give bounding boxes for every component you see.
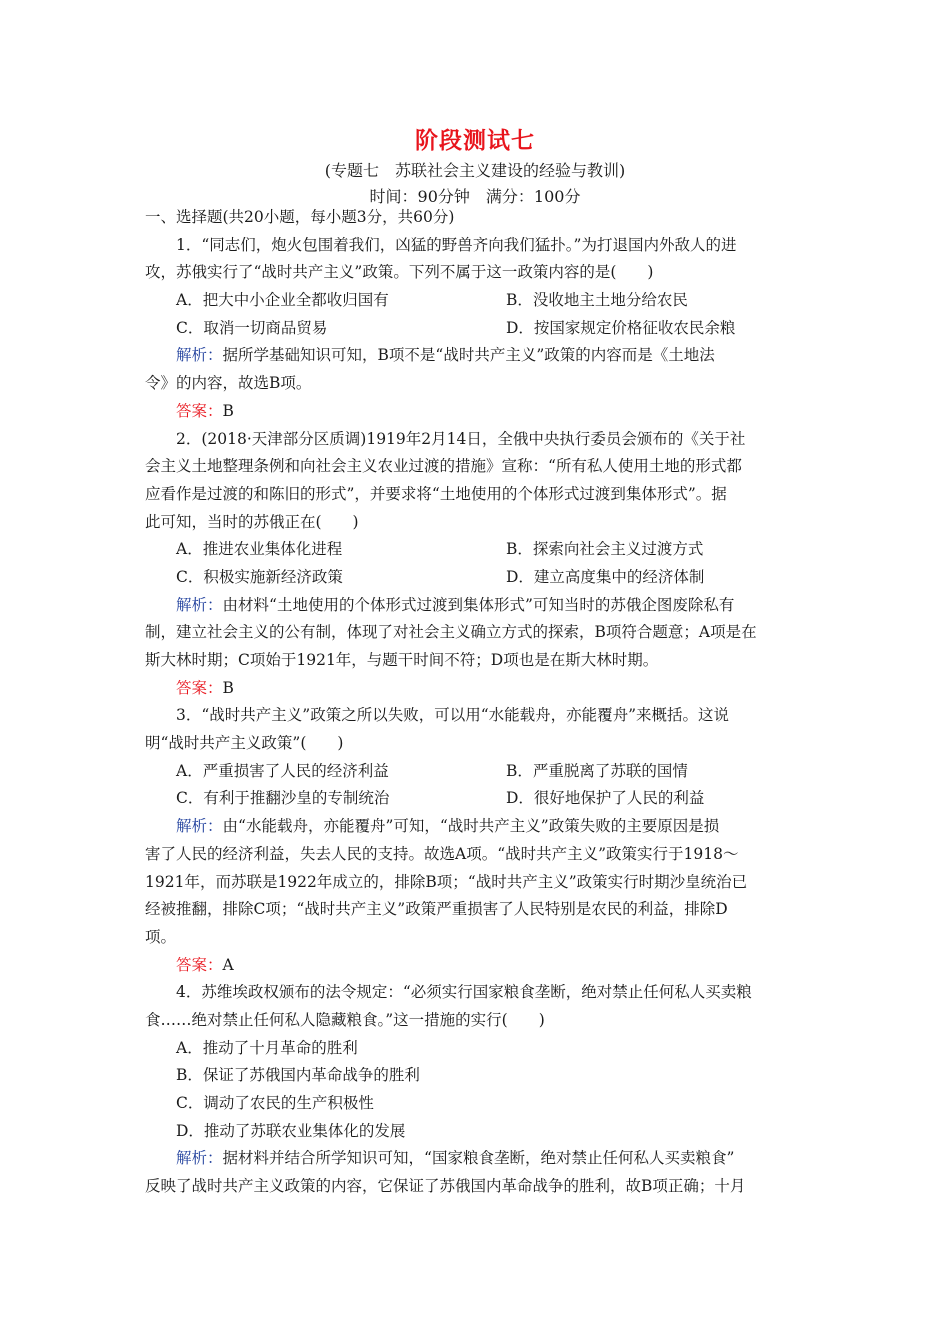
option-b: B．严重脱离了苏联的国情 [506,761,688,780]
question-1-explanation: 解析：据所学基础知识可知，B项不是“战时共产主义”政策的内容而是《土地法 [176,346,715,365]
option-d: D．建立高度集中的经济体制 [506,567,705,586]
question-3-answer: 答案：A [176,955,234,974]
question-2-explanation-cont: 制，建立社会主义的公有制，体现了对社会主义确立方式的探索，B项符合题意；A项是在 [145,623,757,642]
option-d: D．很好地保护了人民的利益 [506,789,705,808]
option-a: A．严重损害了人民的经济利益 [176,761,389,780]
question-2-text: 2．(2018·天津部分区质调)1919年2月14日，全俄中央执行委员会颁布的《关于社 [176,429,746,448]
question-1-options-ab [145,287,807,315]
option-d: D．推动了苏联农业集体化的发展 [176,1121,406,1140]
question-3-explanation-cont: 害了人民的经济利益，失去人民的支持。故选A项。“战时共产主义”政策实行于1918～ [145,844,739,863]
answer-label: 答案： [176,401,223,420]
question-3-options-cd [145,785,807,813]
question-3-explanation-cont: 经被推翻，排除C项；“战时共产主义”政策严重损害了人民特别是农民的利益，排除D [145,900,728,919]
question-2-explanation-cont: 斯大林时期；C项始于1921年，与题干时间不符；D项也是在斯大林时期。 [145,651,659,669]
question-2-text-cont: 此可知，当时的苏俄正在( ) [145,512,359,531]
question-4-text-cont: 食……绝对禁止任何私人隐藏粮食。”这一措施的实行( ) [145,1010,545,1029]
question-1-text-cont: 攻，苏俄实行了“战时共产主义”政策。下列不属于这一政策内容的是( ) [145,263,654,282]
option-b: B．没收地主土地分给农民 [506,291,688,310]
question-3-explanation: 解析：由“水能载舟，亦能覆舟”可知，“战时共产主义”政策失败的主要原因是损 [176,817,720,836]
explanation-label: 解析： [176,595,223,614]
question-2-options-ab [145,536,807,564]
question-4-explanation: 解析：据材料并结合所学知识可知，“国家粮食垄断，绝对禁止任何私人买卖粮食” [176,1149,735,1168]
question-2-options-cd [145,564,807,592]
question-3-explanation-cont: 项。 [145,927,177,946]
option-c: C．调动了农民的生产积极性 [176,1094,374,1112]
option-b: B．探索向社会主义过渡方式 [506,540,704,559]
section-heading: 一、选择题(共20小题，每小题3分，共60分) [145,208,455,226]
question-4-explanation-cont: 反映了战时共产主义政策的内容，它保证了苏俄国内革命战争的胜利，故B项正确；十月 [145,1177,746,1196]
option-c: C．有利于推翻沙皇的专制统治 [176,789,390,808]
question-2-text-cont: 应看作是过渡的和陈旧的形式”，并要求将“土地使用的个体形式过渡到集体形式”。据 [145,484,727,503]
option-a: A．把大中小企业全都收归国有 [176,291,389,310]
option-b: B．保证了苏俄国内革命战争的胜利 [176,1066,420,1085]
question-4-text: 4．苏维埃政权颁布的法令规定：“必须实行国家粮食垄断，绝对禁止任何私人买卖粮 [176,983,752,1002]
explanation-label: 解析： [176,1149,223,1168]
question-1-options-cd [145,315,807,343]
question-content [145,204,807,1201]
option-a: A．推进农业集体化进程 [176,540,343,559]
question-1-text: 1．“同志们，炮火包围着我们，凶猛的野兽齐向我们猛扑。”为打退国内外敌人的进 [176,235,737,254]
explanation-label: 解析： [176,346,223,365]
question-3-options-ab [145,758,807,786]
question-1-answer: 答案：B [176,401,234,420]
option-c: C．积极实施新经济政策 [176,567,343,586]
question-3-explanation-cont: 1921年，而苏联是1922年成立的，排除B项；“战时共产主义”政策实行时期沙皇统治已 [145,872,748,891]
answer-label: 答案： [176,678,223,697]
question-1-explanation-cont: 令》的内容，故选B项。 [145,374,312,393]
option-d: D．按国家规定价格征收农民余粮 [506,318,736,337]
question-2-answer: 答案：B [176,678,234,697]
answer-label: 答案： [176,955,223,974]
question-2-explanation: 解析：由材料“土地使用的个体形式过渡到集体形式”可知当时的苏俄企图废除私有 [176,595,735,614]
time-score-line: 时间：90分钟 满分：100分 [369,187,581,206]
question-2-text-cont: 会主义土地整理条例和向社会主义农业过渡的措施》宣称：“所有私人使用土地的形式都 [145,457,742,476]
question-3-text-cont: 明“战时共产主义政策”( ) [145,734,344,753]
page-subtitle: (专题七 苏联社会主义建设的经验与教训) [324,161,626,180]
option-c: C．取消一切商品贸易 [176,318,328,337]
question-3-text: 3．“战时共产主义”政策之所以失败，可以用“水能载舟，亦能覆舟”来概括。这说 [176,706,730,725]
option-a: A．推动了十月革命的胜利 [176,1038,358,1057]
explanation-label: 解析： [176,817,223,836]
page-title: 阶段测试七 [415,127,535,154]
